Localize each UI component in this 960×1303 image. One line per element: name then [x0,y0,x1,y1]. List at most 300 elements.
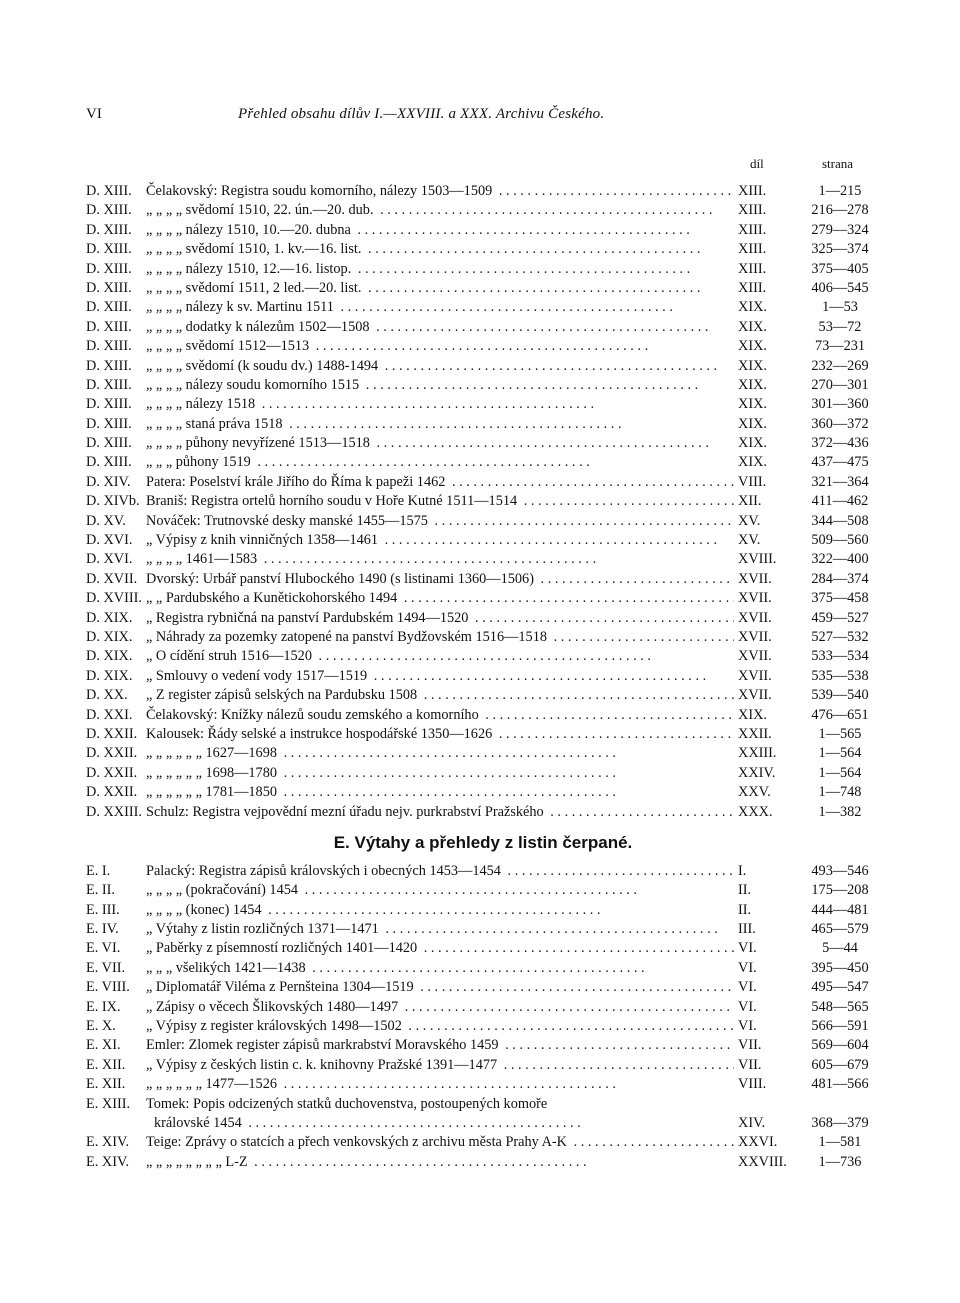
toc-row [86,415,880,434]
row-text [146,628,734,647]
row-volume: XIII. [738,202,767,219]
row-series: D. XXII. [86,725,138,742]
row-series: D. XIII. [86,396,132,413]
row-text-content: Palacký: Registra zápisů královských i obecných 1453—1454 [146,863,504,879]
toc-row [86,550,880,569]
row-pages: 322—400 [811,551,869,568]
row-series: D. XIII. [86,202,132,219]
row-series: D. XIX. [86,667,133,684]
toc-row [86,862,880,881]
row-volume: VI. [738,998,757,1015]
row-pages: 605—679 [811,1056,869,1073]
row-text-content: Tomek: Popis odcizených statků duchovenstva, postoupených komoře [146,1096,550,1112]
row-text [146,1133,734,1152]
row-pages: 1—382 [818,803,862,820]
row-volume: XIV. [738,1114,766,1131]
toc-row [86,492,880,511]
row-text-content: královské 1454 [154,1115,245,1131]
toc-row [86,901,880,920]
toc-row [86,764,880,783]
row-text-content: „ „ „ „ „ „ 1698—1780 [146,765,280,781]
row-pages: 539—540 [811,687,869,704]
toc-row [86,939,880,958]
row-series: D. XIX. [86,648,133,665]
row-text [146,803,734,822]
toc-row [86,1153,880,1172]
row-pages: 1—53 [822,299,858,316]
row-pages: 1—748 [818,784,862,801]
row-volume: XIX. [738,299,767,316]
row-text-content: „ „ „ „ „ „ 1477—1526 [146,1076,280,1092]
row-volume: VIII. [738,473,767,490]
row-volume: XIII. [738,260,767,277]
row-text [146,550,734,569]
row-text-content: „ „ „ „ (konec) 1454 [146,902,265,918]
row-pages: 566—591 [811,1018,869,1035]
row-text [146,512,734,531]
toc-row [86,920,880,939]
row-text [146,959,734,978]
row-text [146,415,734,434]
row-series: D. XVII. [86,570,138,587]
row-volume: XXX. [738,803,773,820]
toc-row [86,318,880,337]
row-text [146,531,734,550]
row-pages: 1—736 [818,1153,862,1170]
row-text [154,1114,734,1133]
toc-row [86,434,880,453]
row-pages: 344—508 [811,512,869,529]
toc-row [86,531,880,550]
row-text [146,473,734,492]
row-series: E. IX. [86,998,121,1015]
toc-row [86,803,880,822]
row-volume: XXVI. [738,1134,778,1151]
row-volume: VII. [738,1056,762,1073]
row-pages: 535—538 [811,667,869,684]
toc-row [86,182,880,201]
toc-row [86,744,880,763]
row-text [146,589,734,608]
row-volume: XIX. [738,357,767,374]
toc-row [86,298,880,317]
toc-row [86,201,880,220]
row-text-content: „ Výpisy z register královských 1498—1502 [146,1018,405,1034]
row-series: E. XII. [86,1076,126,1093]
row-pages: 1—215 [818,183,862,199]
row-text [146,744,734,763]
row-text-content: „ „ „ „ nálezy 1518 [146,396,258,412]
row-pages: 395—450 [811,959,869,976]
row-text-content: Emler: Zlomek register zápisů markrabství Moravského 1459 [146,1037,502,1053]
toc-row [86,725,880,744]
row-volume: III. [738,921,756,938]
row-text-content: „ „ „ „ svědomí 1511, 2 led.—20. list. [146,280,364,296]
toc-row [86,376,880,395]
toc-row [86,1056,880,1075]
row-volume: XXIII. [738,745,777,762]
row-text-content: Schulz: Registra vejpovědní mezní úřadu nejv. purkrabství Pražského [146,804,547,820]
row-pages: 459—527 [811,609,869,626]
row-text [146,920,734,939]
row-text-content: Kalousek: Řády selské a instrukce hospodářské 1350—1626 [146,726,495,742]
row-pages: 270—301 [811,376,869,393]
row-series: D. XIVb. [86,493,140,510]
row-volume: XIX. [738,454,767,471]
row-pages: 73—231 [814,338,866,355]
row-pages: 372—436 [811,435,869,452]
row-text-content: „ „ „ „ svědomí 1510, 22. ún.—20. dub. [146,202,377,218]
row-text-content: „ „ „ všelikých 1421—1438 [146,960,309,976]
row-text-content: „ Smlouvy o vedení vody 1517—1519 [146,668,370,684]
row-volume: XIX. [738,435,767,452]
row-text-content: „ „ „ „ svědomí (k soudu dv.) 1488-1494 [146,358,381,374]
row-volume: XV. [738,512,761,529]
row-volume: XIII. [738,279,767,296]
row-text [146,337,734,356]
toc-row [86,589,880,608]
row-pages: 301—360 [811,396,869,413]
row-text-content: „ „ „ „ svědomí 1512—1513 [146,338,312,354]
toc-row [86,357,880,376]
row-series: D. XX. [86,687,128,704]
row-volume: XXVIII. [738,1153,787,1170]
row-text-content: „ „ „ „ „ „ „ „ L-Z [146,1154,251,1170]
row-series: D. XIII. [86,454,132,471]
row-text [146,492,734,511]
row-volume: XVIII. [738,551,777,568]
toc-row [86,395,880,414]
row-text-content: „ „ „ „ staná práva 1518 [146,416,286,432]
row-series: D. XIII. [86,241,132,258]
row-pages: 481—566 [811,1076,869,1093]
toc-row [86,1075,880,1094]
row-pages: 232—269 [811,357,869,374]
row-text [146,395,734,414]
row-series: E. II. [86,882,115,899]
row-volume: XIII. [738,241,767,258]
toc-row [86,647,880,666]
row-text [146,279,734,298]
toc-page [86,96,880,1172]
row-pages: 321—364 [811,473,869,490]
row-series: E. XI. [86,1037,121,1054]
row-text [146,1056,734,1075]
row-pages: 444—481 [811,901,869,918]
row-series: D. XIII. [86,221,132,238]
row-series: D. XXI. [86,706,133,723]
row-text [146,783,734,802]
row-text [146,357,734,376]
row-text [146,260,734,279]
row-series: D. XIII. [86,376,132,393]
row-text [146,1017,734,1036]
row-text [146,434,734,453]
row-text [146,298,734,317]
row-volume: XVII. [738,648,772,665]
row-text [146,764,734,783]
row-volume: XIII. [738,183,767,199]
row-series: D. XIII. [86,260,132,277]
toc-row [86,667,880,686]
column-headers [86,156,880,182]
row-series: D. XIII. [86,183,132,199]
row-text-content: „ „ „ „ 1461—1583 [146,551,260,567]
row-pages: 360—372 [811,415,869,432]
toc-row [86,783,880,802]
row-volume: VIII. [738,1076,767,1093]
row-text-content: „ Náhrady za pozemky zatopené na panství Bydžovském 1516—1518 [146,629,550,645]
row-pages: 375—405 [811,260,869,277]
row-series: E. IV. [86,921,119,938]
row-volume: XVII. [738,628,772,645]
toc-row [86,512,880,531]
row-series: D. XXII. [86,784,138,801]
row-volume: XII. [738,493,762,510]
row-pages: 216—278 [811,202,869,219]
row-series: D. XIII. [86,299,132,316]
row-text [146,1036,734,1055]
row-text [146,240,734,259]
row-pages: 368—379 [811,1114,869,1131]
row-series: E. VI. [86,940,121,957]
row-pages: 476—651 [811,706,869,723]
row-series: D. XIX. [86,628,133,645]
row-volume: II. [738,882,752,899]
section-e-list [86,862,880,1172]
row-text [146,221,734,240]
toc-row [86,706,880,725]
row-text-content: „ „ „ „ nálezy soudu komorního 1515 [146,377,362,393]
column-header-dil: díl [750,156,764,171]
row-volume: VI. [738,1018,757,1035]
row-text-content: „ Diplomatář Viléma z Pernšteina 1304—1519 [146,979,417,995]
row-pages: 53—72 [818,318,862,335]
row-volume: XVII. [738,570,772,587]
row-series: E. XII. [86,1056,126,1073]
row-text-content: Patera: Poselství krále Jiřího do Říma k papeži 1462 [146,474,448,490]
row-text-content: „ „ „ „ půhony nevyřízené 1513—1518 [146,435,373,451]
row-volume: XVII. [738,609,772,626]
row-pages: 527—532 [811,628,869,645]
row-pages: 509—560 [811,532,869,549]
row-pages: 406—545 [811,279,869,296]
page-number: VI [86,106,102,122]
toc-row [86,221,880,240]
row-series: D. XXIII. [86,803,142,820]
row-text [146,939,734,958]
row-volume: VII. [738,1037,762,1054]
row-text-content: „ „ Pardubského a Kunětickohorského 1494 [146,590,400,606]
toc-row [86,978,880,997]
row-volume: XIX. [738,318,767,335]
row-series: E. XIV. [86,1153,130,1170]
toc-row [86,998,880,1017]
row-text-content: „ Výtahy z listin rozličných 1371—1471 [146,921,382,937]
toc-row [86,1095,880,1114]
row-pages: 175—208 [811,882,869,899]
row-text [146,978,734,997]
page-header [86,96,880,136]
row-pages: 437—475 [811,454,869,471]
toc-row [86,686,880,705]
row-text [146,570,734,589]
row-text-content: „ O cídění struh 1516—1520 [146,648,315,664]
row-text [146,998,734,1017]
row-volume: XV. [738,532,761,549]
row-text [146,1075,734,1094]
row-text [146,376,734,395]
row-text-content: „ „ „ „ svědomí 1510, 1. kv.—16. list. [146,241,364,257]
row-series: E. XIII. [86,1095,131,1112]
row-text [146,453,734,472]
row-text [146,862,734,881]
row-pages: 465—579 [811,921,869,938]
row-volume: XXIV. [738,764,776,781]
row-text [146,706,734,725]
row-pages: 1—581 [818,1134,862,1151]
toc-row [86,570,880,589]
row-text [146,901,734,920]
toc-row [86,959,880,978]
row-text [146,1153,734,1172]
toc-row [86,453,880,472]
row-text-content: Braniš: Registra ortelů horního soudu v Hoře Kutné 1511—1514 [146,493,520,509]
row-pages: 411—462 [811,493,869,510]
row-text-content: „ „ „ „ „ „ 1627—1698 [146,745,280,761]
row-volume: I. [738,862,747,879]
toc-row [86,240,880,259]
toc-row [86,473,880,492]
row-text [146,667,734,686]
row-text-content: „ „ „ „ (pokračování) 1454 [146,882,301,898]
row-volume: VI. [738,959,757,976]
row-volume: XVII. [738,667,772,684]
row-series: D. XIII. [86,338,132,355]
row-series: D. XIV. [86,473,131,490]
row-text [146,647,734,666]
row-volume: II. [738,901,752,918]
toc-row [86,1133,880,1152]
row-pages: 493—546 [811,862,869,879]
row-text-content: „ Výpisy z českých listin c. k. knihovny Pražské 1391—1477 [146,1057,500,1073]
row-series: E. XIV. [86,1134,130,1151]
row-text [146,318,734,337]
row-series: D. XXII. [86,745,138,762]
row-text-content: „ Výpisy z knih vinničných 1358—1461 [146,532,381,548]
row-series: D. XV. [86,512,126,529]
row-text-content: „ „ „ „ „ „ 1781—1850 [146,784,280,800]
row-text-content: Čelakovský: Knížky nálezů soudu zemského a komorního [146,707,482,723]
row-pages: 1—565 [818,725,862,742]
row-pages: 495—547 [811,979,869,996]
row-text-content: „ „ „ „ nálezy k sv. Martinu 1511 [146,299,337,315]
row-text [146,201,734,220]
toc-row [86,628,880,647]
row-text-content: Teige: Zprávy o statcích a přech venkovských z archivu města Prahy A-K [146,1134,570,1150]
row-pages: 548—565 [811,998,869,1015]
row-volume: XIX. [738,415,767,432]
row-volume: XVII. [738,687,772,704]
row-series: E. I. [86,862,111,879]
row-series: D. XVI. [86,551,133,568]
column-header-strana: strana [822,156,854,171]
row-text-content: „ „ „ „ nálezy 1510, 10.—20. dubna [146,222,354,238]
row-volume: XIII. [738,221,767,238]
row-text-content: „ Registra rybničná na panství Pardubském 1494—1520 [146,610,471,626]
row-pages: 325—374 [811,241,869,258]
row-series: D. XIX. [86,609,133,626]
row-text-content: „ Paběrky z písemností rozličných 1401—1420 [146,940,420,956]
row-series: E. VII. [86,959,126,976]
toc-row [86,260,880,279]
row-text [146,686,734,705]
row-text-content: „ Z register zápisů selských na Pardubsku 1508 [146,687,420,703]
row-series: D. XIII. [86,435,132,452]
toc-row [86,1114,880,1133]
row-pages: 375—458 [811,590,869,607]
row-text-content: Dvorský: Urbář panství Hlubockého 1490 (s listinami 1360—1506) [146,571,537,587]
row-volume: XXV. [738,784,771,801]
row-series: D. XVI. [86,532,133,549]
row-volume: XIX. [738,396,767,413]
row-series: D. XVIII. [86,590,142,607]
row-text [146,1095,734,1114]
toc-row [86,1017,880,1036]
row-series: D. XIII. [86,318,132,335]
row-pages: 569—604 [811,1037,869,1054]
toc-row [86,1036,880,1055]
toc-row [86,279,880,298]
row-text-content: „ „ „ půhony 1519 [146,454,254,470]
row-pages: 1—564 [818,745,862,762]
row-text [146,725,734,744]
row-text [146,182,734,201]
row-pages: 1—564 [818,764,862,781]
toc-row [86,609,880,628]
toc-row [86,881,880,900]
row-text [146,881,734,900]
row-series: E. X. [86,1018,116,1035]
row-series: D. XIII. [86,357,132,374]
row-pages: 279—324 [811,221,869,238]
row-volume: XXII. [738,725,772,742]
section-e-title: E. Výtahy a přehledy z listin čerpané. [333,832,633,852]
row-series: E. VIII. [86,979,130,996]
row-series: D. XIII. [86,415,132,432]
row-volume: XIX. [738,376,767,393]
row-text [146,609,734,628]
page-title: Přehled obsahu dílův I.—XXVIII. a XXX. Archivu Českého. [238,106,605,122]
section-d-list [86,182,880,822]
row-text-content: „ „ „ „ dodatky k nálezům 1502—1508 [146,319,373,335]
row-series: D. XXII. [86,764,138,781]
toc-row [86,337,880,356]
row-text-content: Čelakovský: Registra soudu komorního, nálezy 1503—1509 [146,183,495,199]
row-volume: XVII. [738,590,772,607]
row-pages: 5—44 [822,940,858,957]
row-series: E. III. [86,901,120,918]
row-pages: 533—534 [811,648,869,665]
row-volume: XIX. [738,338,767,355]
row-pages: 284—374 [811,570,869,587]
row-volume: VI. [738,979,757,996]
row-text-content: „ „ „ „ nálezy 1510, 12.—16. listop. [146,261,354,277]
row-series: D. XIII. [86,279,132,296]
row-volume: XIX. [738,706,767,723]
row-text-content: „ Zápisy o věcech Šlikovských 1480—1497 [146,999,401,1015]
row-volume: VI. [738,940,757,957]
